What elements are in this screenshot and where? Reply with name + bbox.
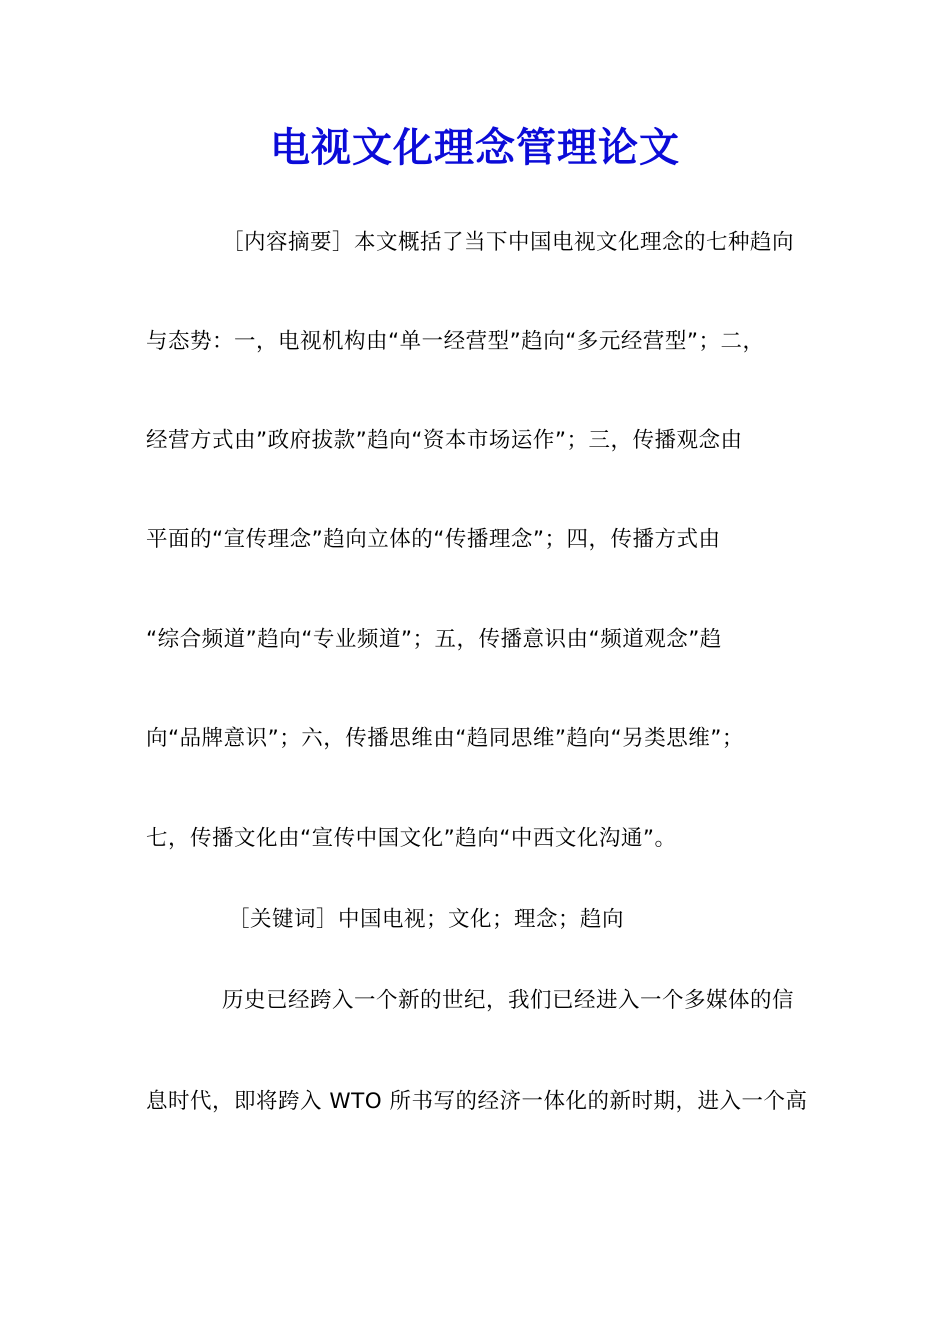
keywords-line: ［关键词］中国电视；文化；理念；趋向 bbox=[228, 907, 625, 932]
abstract-line: 向“品牌意识”；六，传播思维由“趋同思维”趋向“另类思维”； bbox=[146, 726, 744, 751]
abstract-line: ［内容摘要］本文概括了当下中国电视文化理念的七种趋向 bbox=[222, 230, 795, 255]
abstract-line: 经营方式由”政府拔款”趋向“资本市场运作”；三，传播观念由 bbox=[146, 428, 743, 453]
abstract-line: 与态势：一，电视机构由“单一经营型”趋向“多元经营型”；二， bbox=[146, 329, 765, 354]
body-line: 历史已经跨入一个新的世纪，我们已经进入一个多媒体的信 bbox=[222, 988, 795, 1013]
abstract-line: 七，传播文化由“宣传中国文化”趋向“中西文化沟通”。 bbox=[146, 826, 677, 851]
body-line: 息时代，即将跨入 WTO 所书写的经济一体化的新时期，进入一个高 bbox=[146, 1089, 808, 1114]
abstract-line: 平面的“宣传理念”趋向立体的“传播理念”；四，传播方式由 bbox=[146, 527, 721, 552]
abstract-line: “综合频道”趋向“专业频道”；五，传播意识由“频道观念”趋 bbox=[146, 627, 722, 652]
document-title: 电视文化理念管理论文 bbox=[270, 124, 680, 171]
